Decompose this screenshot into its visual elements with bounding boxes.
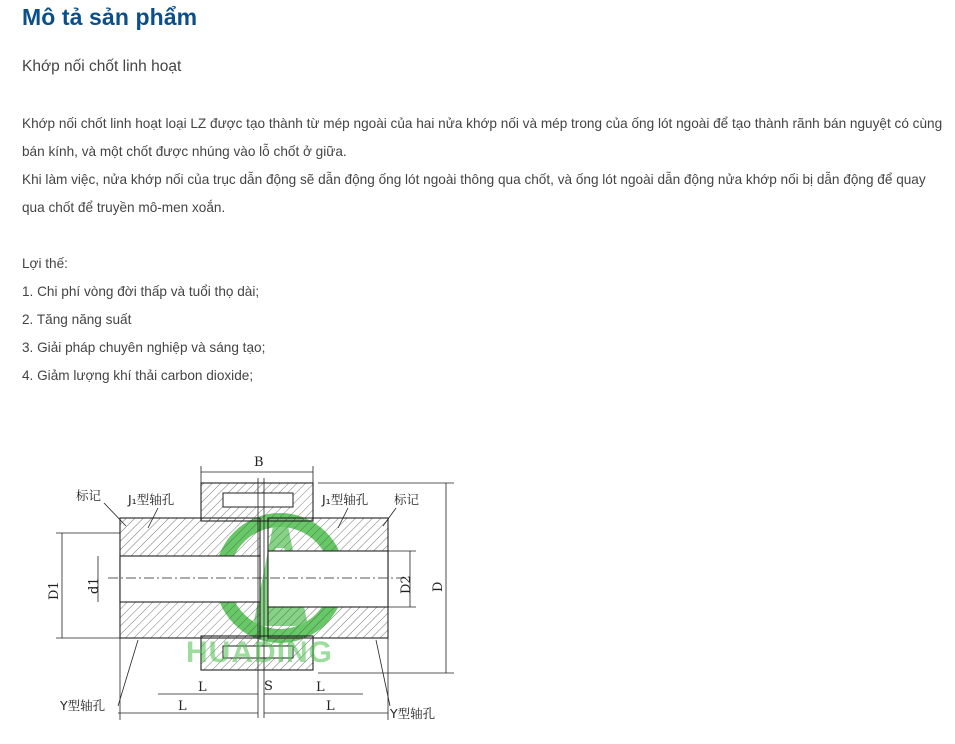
advantages-list — [22, 250, 265, 390]
dim-label-d2: D2 — [399, 575, 414, 594]
label-y-right: Y型轴孔 — [390, 706, 436, 721]
description-paragraph: Khớp nối chốt linh hoạt loại LZ được tạo thành từ mép ngoài của hai nửa khớp nối và mép trong của ống lót ngoài để tạo thành rãnh bán nguyệt có cùng bán kính, và một chốt được nhúng vào lỗ chốt ở giữa. — [22, 116, 943, 159]
product-subtitle: Khớp nối chốt linh hoạt — [22, 58, 182, 75]
label-mark-left: 标记 — [76, 488, 102, 503]
watermark-text: HUADING — [186, 636, 333, 669]
label-y-left: Y型轴孔 — [60, 698, 106, 713]
dim-label-d1-outer: D1 — [47, 581, 62, 600]
advantages-title: Lợi thế: — [22, 256, 68, 271]
label-j1-right: J₁型轴孔 — [322, 492, 369, 507]
dim-label-d: D — [431, 581, 446, 592]
dim-label-l-left-inner: L — [198, 680, 207, 695]
list-item: 3. Giải pháp chuyên nghiệp và sáng tạo; — [22, 340, 266, 355]
dim-label-l-right-inner: L — [316, 680, 325, 695]
dim-label-l-right-outer: L — [326, 699, 335, 714]
coupling-technical-drawing — [18, 448, 478, 743]
list-item: 1. Chi phí vòng đời thấp và tuổi thọ dài; — [22, 284, 260, 299]
label-j1-left: J₁型轴孔 — [128, 492, 175, 507]
description-paragraph: Khi làm việc, nửa khớp nối của trục dẫn động sẽ dẫn động ống lót ngoài thông qua chốt, và ống lót ngoài dẫn động nửa khớp nối bị dẫn động để quay qua chốt để truyền mô-men xoắn. — [22, 172, 926, 215]
list-item: 2. Tăng năng suất — [22, 312, 132, 327]
dim-label-d1-bore: d1 — [87, 577, 102, 594]
list-item: 4. Giảm lượng khí thải carbon dioxide; — [22, 368, 254, 383]
label-mark-right: 标记 — [394, 492, 420, 507]
dim-label-l-left-outer: L — [178, 699, 187, 714]
dim-label-s: S — [264, 679, 273, 694]
coupling-diagram-svg — [18, 448, 478, 738]
dim-label-b: B — [254, 455, 264, 470]
page-title: Mô tả sản phẩm — [22, 4, 198, 30]
